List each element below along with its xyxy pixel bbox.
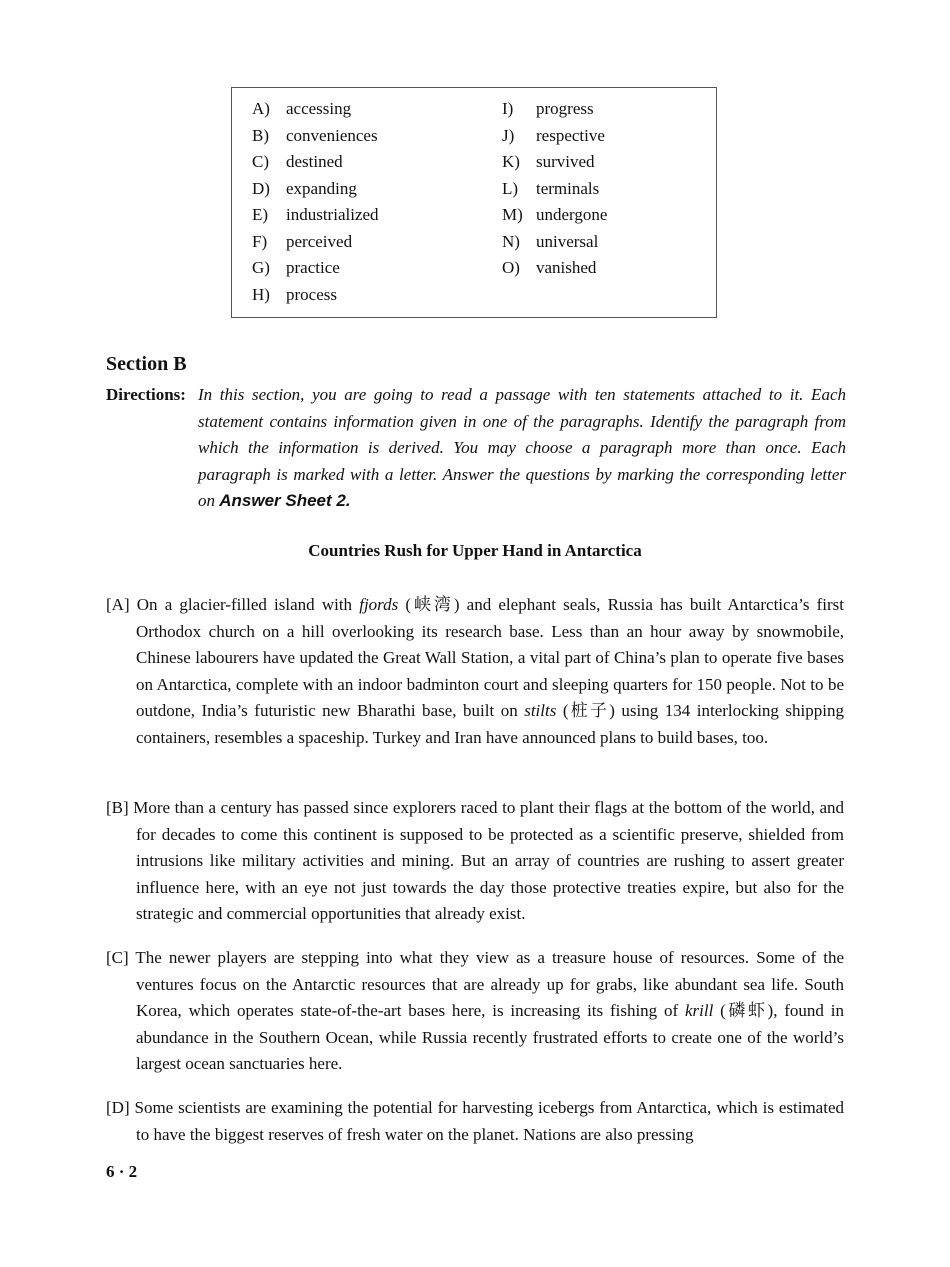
paragraph-text: [106, 1095, 844, 1148]
option-letter: I): [502, 99, 514, 118]
option-word: practice: [286, 258, 340, 277]
option-word: universal: [536, 231, 599, 251]
option-word: destined: [286, 152, 343, 171]
paragraph-segment: More than a century has passed since explorers raced to plant their flags at the bottom of the world, and for decades to come this continent is supposed to be protected as a scientific preserve, shielded from intrusions like military activities and mining. But an array of countries are rushing to assert greater influence here, with an eye not just towards the day those protective treaties expire, but also for the strategic and commercial opportunities that already exist.: [133, 798, 844, 923]
option-letter: G): [252, 258, 270, 277]
option-word: terminals: [536, 178, 600, 198]
option-letter: D): [252, 178, 270, 198]
word-bank-right-column: [502, 96, 607, 282]
option-word: vanished: [536, 258, 597, 277]
option-letter: B): [252, 125, 269, 145]
option-word: perceived: [286, 231, 353, 251]
paragraph-c: [106, 945, 844, 1078]
word-option: [502, 176, 607, 203]
option-word: process: [286, 284, 337, 304]
paragraph-a: [106, 592, 844, 751]
option-word: industrialized: [286, 205, 379, 224]
option-letter: K): [502, 152, 520, 171]
section-title: Section B: [106, 353, 187, 375]
directions-label: Directions:: [106, 385, 186, 404]
answer-sheet-reference: Answer Sheet 2.: [219, 491, 351, 510]
glossed-term: stilts: [524, 701, 557, 720]
option-letter: M): [502, 205, 523, 224]
word-option: [252, 255, 379, 282]
option-letter: L): [502, 178, 519, 198]
paragraph-segment: On a glacier-filled island with: [136, 595, 360, 614]
paragraph-tag: [C]: [106, 948, 129, 967]
word-bank-left-column: [252, 96, 379, 308]
option-word: accessing: [286, 99, 352, 118]
word-bank-box: [231, 87, 717, 318]
article-title: Countries Rush for Upper Hand in Antarctica: [308, 541, 642, 560]
option-letter: E): [252, 205, 269, 224]
paragraph-segment: Some scientists are examining the potential for harvesting icebergs from Antarctica, which is estimated to have the biggest reserves of fresh water on the planet. Nations are also pressing: [134, 1098, 844, 1144]
option-letter: J): [502, 125, 515, 145]
directions-text: [198, 382, 846, 515]
word-option: [252, 229, 379, 256]
option-word: progress: [536, 99, 594, 118]
paragraph-tag: [D]: [106, 1098, 130, 1117]
option-letter: N): [502, 231, 520, 251]
option-letter: C): [252, 152, 269, 171]
option-word: conveniences: [286, 125, 378, 145]
glossed-term: fjords: [359, 595, 399, 614]
option-letter: A): [252, 99, 270, 118]
word-option: [502, 123, 607, 150]
option-word: undergone: [536, 205, 608, 224]
word-option: [252, 202, 379, 229]
paragraph-segment: (磷虾), found in abundance in the Southern Ocean, while Russia recently frustrated efforts to create one of the world’s largest ocean sanctuaries here.: [136, 1001, 844, 1073]
word-option: [252, 96, 379, 123]
paragraph-segment: (峡湾) and elephant seals, Russia has built Antarctica’s first Orthodox church on a hill overlooking its research base. Less than an hour away by snowmobile, Chinese labourers have updated the Great Wall Station, a vital part of China’s plan to operate five bases on Antarctica, complete with an indoor badminton court and sleeping quarters for 150 people. Not to be outdone, India’s futuristic new Bharathi base, built on: [136, 595, 845, 720]
paragraph-d: [106, 1095, 844, 1148]
paragraph-segment: The newer players are stepping into what they view as a treasure house of resources. Some of the ventures focus on the Antarctic resources that are already up for grabs, like abundant sea life. South Korea, which operates state-of-the-art bases here, is increasing its fishing of: [135, 948, 844, 1020]
paragraph-tag: [B]: [106, 798, 129, 817]
word-option: [502, 255, 607, 282]
directions-body: In this section, you are going to read a passage with ten statements attached to it. Each statement contains information given in one of the paragraphs. Identify the paragraph from which the information is derived. You may choose a paragraph more than once. Each paragraph is marked with a letter. Answer the questions by marking the corresponding letter on: [198, 385, 846, 510]
word-option: [502, 202, 607, 229]
option-letter: H): [252, 284, 270, 304]
word-option: [252, 282, 379, 309]
paragraph-b: [106, 795, 844, 928]
word-option: [502, 149, 607, 176]
option-word: respective: [536, 125, 605, 145]
word-option: [502, 229, 607, 256]
directions-block: [106, 382, 846, 515]
word-option: [252, 149, 379, 176]
page-number: 6 · 2: [106, 1162, 138, 1181]
word-option: [252, 123, 379, 150]
option-word: survived: [536, 152, 595, 171]
paragraph-segment: (桩子) using 134 interlocking shipping containers, resembles a spaceship. Turkey and Iran have announced plans to build bases, too.: [136, 701, 844, 747]
paragraph-text: [106, 592, 844, 751]
paragraph-text: [106, 795, 844, 928]
glossed-term: krill: [684, 1001, 714, 1020]
word-option: [502, 96, 607, 123]
paragraph-tag: [A]: [106, 595, 130, 614]
option-word: expanding: [286, 178, 357, 198]
option-letter: F): [252, 231, 268, 251]
paragraph-text: [106, 945, 844, 1078]
option-letter: O): [502, 258, 520, 277]
word-option: [252, 176, 379, 203]
